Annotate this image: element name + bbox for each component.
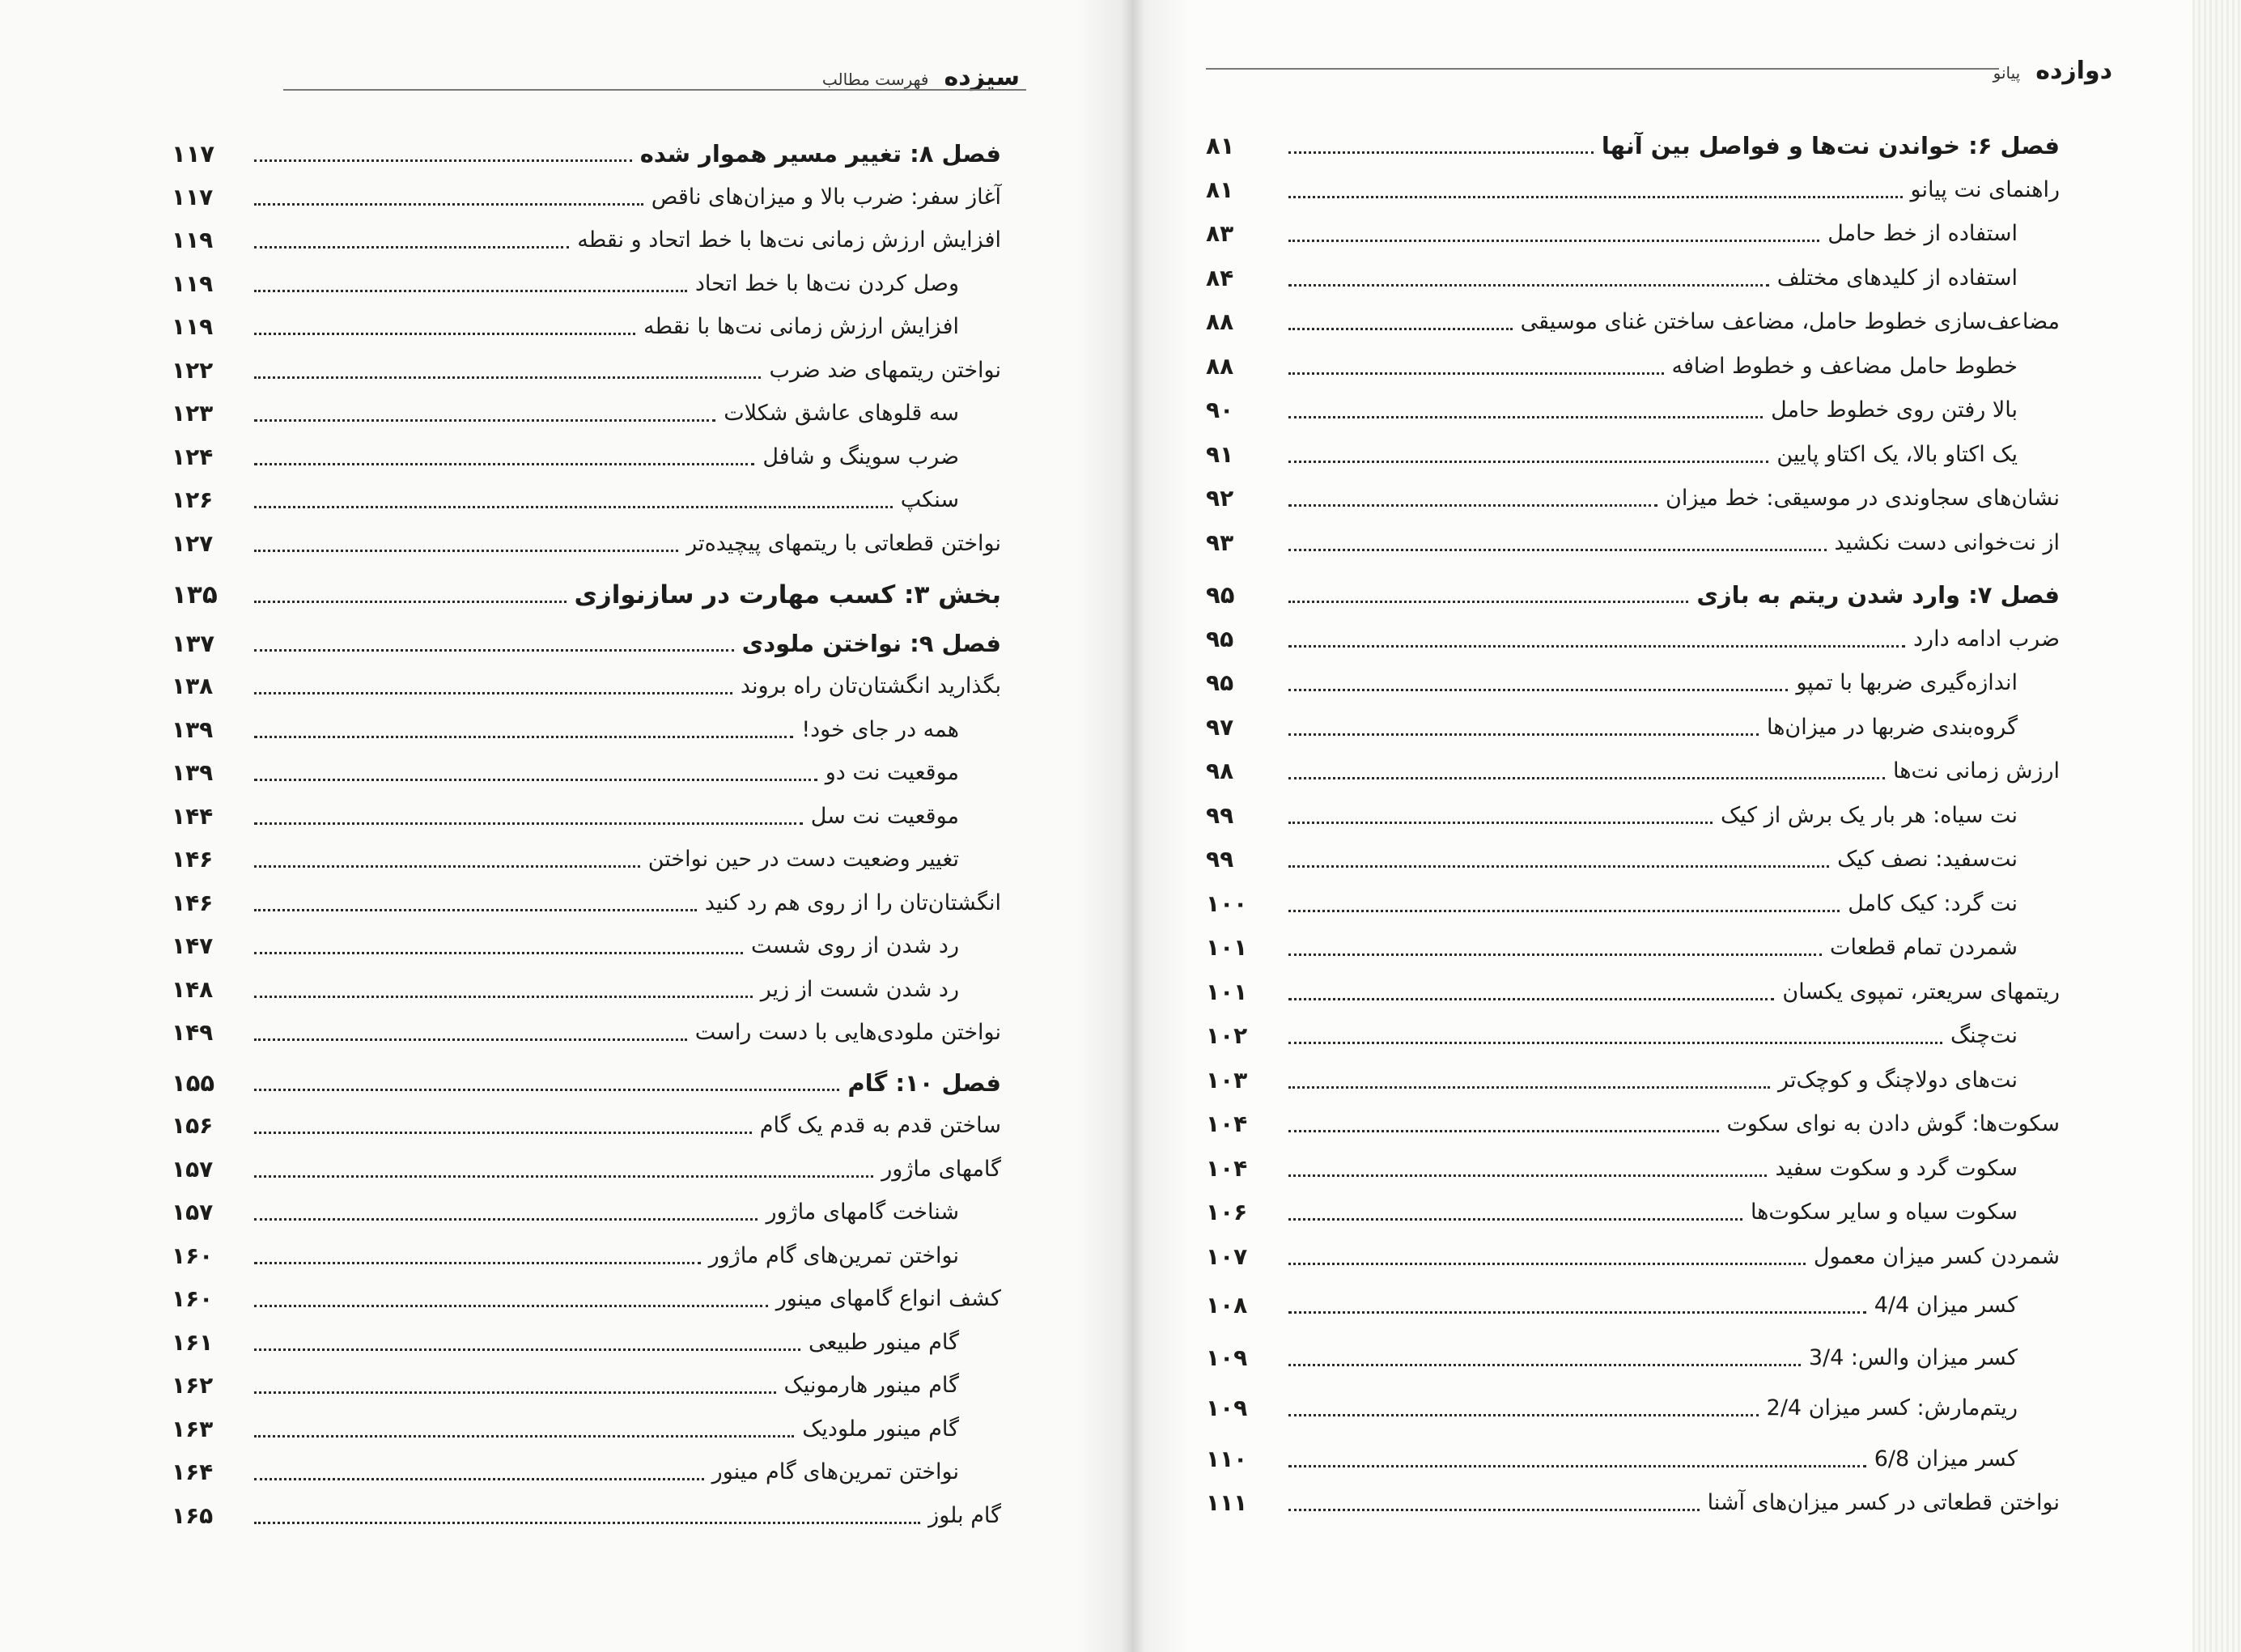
page-number: ۱۶۲: [172, 1372, 214, 1399]
page-number: ۱۱۷: [172, 140, 215, 168]
dot-leader: [1288, 196, 1903, 198]
left-page-header: [73, 63, 1020, 104]
page-number: ۱۵۵: [172, 1068, 215, 1097]
dot-leader: [254, 376, 761, 379]
right-page-header: [1169, 57, 2112, 97]
entry-title: استفاده از خط حامل: [1827, 221, 2018, 246]
entry-title: نت‌چنگ: [1950, 1023, 2018, 1048]
page-number: ۱۲۳: [172, 400, 214, 427]
entry-title: سنکپ: [900, 487, 959, 512]
dot-leader: [1288, 284, 1769, 287]
page-number: ۹۲: [1206, 485, 1234, 512]
dot-leader: [254, 1391, 776, 1394]
dot-leader: [254, 952, 743, 954]
toc-entry: [172, 1275, 1001, 1317]
toc-entry: [172, 706, 1001, 748]
entry-title: بخش ۳: کسب مهارت در سازنوازی: [574, 580, 1001, 609]
page-number: ۱۰۰: [1206, 890, 1248, 917]
toc-entry: [172, 749, 1001, 791]
page-number: ۱۶۰: [172, 1285, 214, 1312]
dot-leader: [254, 909, 697, 911]
page-number: ۱۰۱: [1206, 934, 1248, 961]
dot-leader: [1288, 1414, 1759, 1416]
page-number: ۱۳۵: [172, 580, 218, 609]
right-page: [1129, 0, 2241, 1652]
page-number: ۱۲۴: [172, 443, 214, 470]
entry-title: یک اکتاو بالا، یک اکتاو پایین: [1776, 441, 2018, 467]
toc-entry: [1206, 1056, 2060, 1098]
page-number: ۱۵۷: [172, 1155, 214, 1183]
toc-entry: [172, 346, 1001, 389]
dot-leader: [254, 506, 893, 508]
entry-title: نت گرد: کیک کامل: [1848, 890, 2018, 916]
dot-leader: [1288, 151, 1594, 154]
dot-leader: [254, 779, 817, 781]
toc-entry: [172, 1405, 1001, 1447]
dot-leader: [254, 649, 734, 652]
toc-entry: [172, 260, 1001, 302]
chapter-heading: [172, 130, 1001, 172]
toc-list-left: [172, 130, 1001, 1586]
page-number: ۹۰: [1206, 397, 1234, 423]
dot-leader: [254, 1478, 704, 1480]
page-folio: دوازده: [2035, 57, 2112, 85]
toc-entry: [1206, 210, 2060, 252]
entry-title: خطوط حامل مضاعف و خطوط اضافه: [1671, 353, 2018, 379]
toc-entry: [172, 1492, 1001, 1534]
entry-title: گامهای ماژور: [881, 1156, 1001, 1182]
toc-entry: [172, 1448, 1001, 1490]
dot-leader: [254, 736, 793, 738]
page-number: ۱۰۸: [1206, 1292, 1248, 1319]
toc-entry: [172, 835, 1001, 877]
page-number: ۱۰۴: [1206, 1111, 1248, 1137]
page-number: ۱۴۸: [172, 975, 214, 1003]
dot-leader: [1288, 1465, 1866, 1467]
page-number: ۱۰۱: [1206, 978, 1248, 1005]
chapter-heading: [1206, 121, 2060, 164]
dot-leader: [254, 290, 687, 292]
page-number: ۱۴۶: [172, 889, 214, 916]
toc-entry: [1206, 298, 2060, 340]
running-head: فهرست مطالب: [821, 70, 929, 89]
toc-entry: [1206, 792, 2060, 834]
page-number: ۱۳۹: [172, 716, 214, 743]
toc-entry: [172, 922, 1001, 964]
toc-entry: [1206, 474, 2060, 516]
toc-entry: [172, 1232, 1001, 1274]
entry-title: نواختن تمرین‌های گام مینور: [711, 1459, 959, 1484]
toc-entry: [172, 1009, 1001, 1051]
page-number: ۱۶۰: [172, 1242, 214, 1269]
entry-title: کشف انواع گامهای مینور: [775, 1286, 1001, 1311]
toc-entry: [172, 1102, 1001, 1144]
page-number: ۱۴۴: [172, 802, 214, 830]
entry-title: افزایش ارزش زمانی نت‌ها با نقطه: [643, 314, 959, 339]
entry-title: فصل ۱۰: گام: [847, 1068, 1001, 1097]
toc-entry: [172, 879, 1001, 921]
toc-entry: [1206, 880, 2060, 922]
entry-title: ریتمهای سریعتر، تمپوی یکسان: [1782, 979, 2060, 1004]
page-number: ۱۱۹: [172, 313, 214, 340]
dot-leader: [1288, 461, 1768, 463]
entry-title: ارزش زمانی نت‌ها: [1893, 758, 2060, 784]
toc-entry: [172, 966, 1001, 1008]
page-number: ۱۰۶: [1206, 1199, 1248, 1225]
dot-leader: [254, 550, 678, 552]
running-head: پیانو: [1993, 63, 2021, 83]
dot-leader: [1288, 372, 1664, 375]
entry-title: سه قلوهای عاشق شکلات: [724, 401, 959, 426]
page-number: ۸۳: [1206, 220, 1234, 247]
entry-title: وصل کردن نت‌ها با خط اتحاد: [694, 270, 959, 296]
dot-leader: [254, 1038, 687, 1041]
dot-leader: [1288, 1311, 1866, 1314]
toc-entry: [1206, 835, 2060, 877]
toc-entry: [172, 1319, 1001, 1361]
dot-leader: [1288, 865, 1829, 868]
part-heading: [172, 571, 1001, 613]
toc-entry: [172, 1361, 1001, 1404]
dot-leader: [254, 1522, 920, 1524]
dot-leader: [254, 463, 754, 465]
toc-entry: [1206, 1188, 2060, 1230]
dot-leader: [1288, 1174, 1767, 1177]
entry-title: از نت‌خوانی دست نکشید: [1834, 529, 2060, 555]
entry-title: فصل ۹: نواختن ملودی: [741, 629, 1001, 657]
dot-leader: [1288, 328, 1513, 330]
dot-leader: [1288, 689, 1788, 691]
toc-entry: [172, 433, 1001, 475]
entry-title: ضرب سوینگ و شافل: [762, 444, 959, 469]
toc-entry: [1206, 1233, 2060, 1275]
toc-entry: [1206, 342, 2060, 384]
toc-entry: [172, 662, 1001, 704]
dot-leader: [254, 203, 643, 206]
dot-leader: [1288, 504, 1657, 507]
page-number: ۱۶۳: [172, 1415, 214, 1442]
entry-title: نواختن تمرین‌های گام ماژور: [708, 1242, 959, 1268]
toc-entry: [1206, 968, 2060, 1010]
entry-title: کسر میزان والس: 3/4: [1808, 1344, 2018, 1370]
chapter-heading: [1206, 571, 2060, 613]
page-number: ۹۸: [1206, 758, 1234, 784]
page-number: ۸۱: [1206, 176, 1234, 203]
page-number: ۱۶۱: [172, 1328, 214, 1356]
dot-leader: [1288, 733, 1759, 736]
page-number: ۹۵: [1206, 581, 1235, 609]
toc-entry: [172, 216, 1001, 258]
entry-title: ضرب ادامه دارد: [1913, 626, 2060, 652]
page-number: ۱۱۰: [1206, 1445, 1248, 1472]
toc-entry: [1206, 519, 2060, 561]
page-number: ۱۱۷: [172, 183, 214, 210]
page-number: ۹۵: [1206, 625, 1234, 652]
dot-leader: [1288, 998, 1774, 1000]
dot-leader: [254, 159, 632, 162]
entry-title: نشان‌های سجاوندی در موسیقی: خط میزان: [1666, 486, 2060, 511]
page-number: ۸۱: [1206, 132, 1235, 159]
page-number: ۸۸: [1206, 352, 1234, 380]
page-number: ۱۴۷: [172, 932, 214, 959]
toc-entry: [1206, 1479, 2060, 1521]
page-number: ۸۸: [1206, 308, 1234, 335]
entry-title: بگذارید انگشتان‌تان راه بروند: [740, 673, 1001, 699]
page-number: ۱۴۶: [172, 846, 214, 873]
dot-leader: [1288, 1263, 1806, 1265]
entry-title: نواختن قطعاتی با ریتمهای پیچیده‌تر: [686, 530, 1001, 556]
entry-title: فصل ۶: خواندن نت‌ها و فواصل بین آنها: [1601, 132, 2060, 159]
entry-title: گام مینور طبیعی: [808, 1329, 959, 1355]
toc-entry: [172, 792, 1001, 834]
entry-title: بالا رفتن روی خطوط حامل: [1771, 397, 2018, 423]
header-rule: [1206, 68, 1999, 70]
toc-entry: [1206, 1145, 2060, 1187]
entry-title: ساختن قدم به قدم یک گام: [759, 1113, 1001, 1138]
page-number: ۹۷: [1206, 713, 1234, 741]
page-number: ۱۰۳: [1206, 1066, 1248, 1094]
dot-leader: [254, 246, 569, 248]
page-number: ۱۶۵: [172, 1501, 214, 1529]
entry-title: راهنمای نت پیانو: [1910, 176, 2060, 202]
page-number: ۱۱۹: [172, 270, 214, 297]
entry-title: شمردن کسر میزان معمول: [1813, 1243, 2060, 1269]
dot-leader: [1288, 601, 1688, 603]
dot-leader: [254, 692, 732, 694]
page-number: ۱۵۶: [172, 1112, 214, 1139]
toc-entry: [1206, 1334, 2060, 1376]
chapter-heading: [172, 619, 1001, 661]
toc-entry: [172, 520, 1001, 562]
entry-title: کسر میزان 4/4: [1874, 1293, 2018, 1318]
page-number: ۱۰۷: [1206, 1242, 1248, 1270]
entry-title: نت سیاه: هر بار یک برش از کیک: [1720, 802, 2018, 828]
dot-leader: [254, 1175, 873, 1178]
toc-entry: [1206, 747, 2060, 789]
toc-entry: [1206, 386, 2060, 428]
toc-entry: [172, 389, 1001, 431]
entry-title: رد شدن شست از زیر: [760, 976, 959, 1002]
entry-title: نواختن قطعاتی در کسر میزان‌های آشنا: [1707, 1490, 2060, 1515]
entry-title: همه در جای خود!: [801, 716, 959, 742]
page-number: ۱۰۴: [1206, 1154, 1248, 1182]
entry-title: شناخت گامهای ماژور: [766, 1200, 959, 1225]
dot-leader: [1288, 1130, 1719, 1132]
dot-leader: [254, 1132, 752, 1134]
toc-entry: [1206, 615, 2060, 657]
page-number: ۱۶۴: [172, 1459, 214, 1485]
dot-leader: [254, 419, 715, 422]
entry-title: شمردن تمام قطعات: [1830, 935, 2018, 960]
dot-leader: [1288, 240, 1819, 242]
dot-leader: [254, 333, 635, 335]
toc-entry: [1206, 659, 2060, 701]
page-number: ۹۱: [1206, 440, 1234, 468]
entry-title: آغاز سفر: ضرب بالا و میزان‌های ناقص: [651, 184, 1001, 210]
entry-title: گام بلوز: [928, 1502, 1001, 1528]
entry-title: گام مینور ملودیک: [802, 1416, 959, 1442]
entry-title: انگشتان‌تان را از روی هم رد کنید: [704, 890, 1001, 915]
entry-title: رد شدن از روی شست: [751, 933, 959, 958]
toc-entry: [1206, 1281, 2060, 1323]
dot-leader: [1288, 549, 1827, 551]
page-number: ۱۳۷: [172, 629, 215, 657]
dot-leader: [1288, 416, 1763, 418]
dot-leader: [254, 1305, 768, 1307]
toc-entry: [172, 303, 1001, 345]
toc-entry: [1206, 1100, 2060, 1142]
entry-title: سکوت‌ها: گوش دادن به نوای سکوت: [1726, 1111, 2060, 1136]
page-number: ۱۵۷: [172, 1199, 214, 1225]
entry-title: ریتم‌مارش: کسر میزان 2/4: [1766, 1395, 2018, 1421]
toc-entry: [1206, 924, 2060, 966]
page-number: ۱۰۲: [1206, 1022, 1248, 1049]
page-number: ۹۹: [1206, 801, 1234, 829]
toc-entry: [1206, 254, 2060, 296]
entry-title: فصل ۸: تغییر مسیر هموار شده: [639, 140, 1001, 168]
toc-entry: [1206, 1012, 2060, 1054]
entry-title: سکوت گرد و سکوت سفید: [1775, 1155, 2018, 1181]
entry-title: اندازه‌گیری ضربها با تمپو: [1796, 670, 2018, 695]
entry-title: سکوت سیاه و سایر سکوت‌ها: [1750, 1200, 2018, 1225]
page-number: ۱۴۹: [172, 1019, 214, 1046]
toc-entry: [1206, 1435, 2060, 1477]
entry-title: نت‌سفید: نصف کیک: [1837, 847, 2018, 872]
toc-entry: [1206, 431, 2060, 473]
entry-title: موقعیت نت سل: [810, 803, 959, 829]
dot-leader: [1288, 645, 1905, 648]
page-folio: سیزده: [944, 63, 1020, 91]
page-number: ۱۳۸: [172, 673, 214, 699]
entry-title: مضاعف‌سازی خطوط حامل، مضاعف ساختن غنای موسیقی: [1520, 309, 2060, 334]
dot-leader: [254, 1262, 701, 1264]
dot-leader: [254, 996, 753, 998]
toc-entry: [172, 173, 1001, 215]
dot-leader: [1288, 1042, 1942, 1044]
dot-leader: [254, 1348, 800, 1351]
entry-title: استفاده از کلیدهای مختلف: [1776, 265, 2018, 291]
page-number: ۱۰۹: [1206, 1344, 1248, 1371]
page-number: ۱۰۹: [1206, 1395, 1248, 1421]
entry-title: فصل ۷: وارد شدن ریتم به بازی: [1696, 581, 2060, 609]
page-number: ۱۳۹: [172, 759, 214, 786]
toc-entry: [172, 1188, 1001, 1230]
dot-leader: [1288, 910, 1840, 912]
entry-title: کسر میزان 6/8: [1874, 1446, 2018, 1472]
entry-title: نواختن ریتمهای ضد ضرب: [769, 357, 1001, 383]
entry-title: نواختن ملودی‌هایی با دست راست: [694, 1020, 1001, 1045]
toc-entry: [172, 476, 1001, 518]
dot-leader: [1288, 1509, 1700, 1511]
entry-title: نت‌های دولاچنگ و کوچک‌تر: [1778, 1067, 2018, 1093]
entry-title: تغییر وضعیت دست در حین نواختن: [647, 847, 959, 872]
page-number: ۹۳: [1206, 529, 1234, 556]
dot-leader: [1288, 1364, 1801, 1366]
dot-leader: [254, 1089, 839, 1091]
dot-leader: [1288, 1086, 1770, 1089]
page-number: ۱۲۷: [172, 529, 214, 557]
dot-leader: [254, 822, 803, 825]
page-number: ۹۹: [1206, 846, 1234, 873]
dot-leader: [1288, 777, 1885, 779]
entry-title: گروه‌بندی ضربها در میزان‌ها: [1766, 714, 2018, 740]
dot-leader: [1288, 953, 1822, 956]
dot-leader: [254, 1435, 794, 1438]
dot-leader: [254, 865, 640, 868]
entry-title: افزایش ارزش زمانی نت‌ها با خط اتحاد و نقطه: [577, 227, 1001, 253]
page-edges: [2192, 0, 2241, 1652]
dot-leader: [1288, 1218, 1742, 1221]
toc-entry: [1206, 1384, 2060, 1426]
page-number: ۱۲۶: [172, 486, 214, 513]
page-number: ۱۱۱: [1206, 1489, 1248, 1516]
page-number: ۹۵: [1206, 669, 1234, 696]
toc-entry: [1206, 703, 2060, 745]
toc-entry: [1206, 166, 2060, 208]
toc-entry: [172, 1145, 1001, 1187]
toc-list-right: [1206, 121, 2060, 1578]
page-number: ۱۲۲: [172, 356, 214, 384]
header-rule: [283, 89, 1026, 91]
chapter-heading: [172, 1059, 1001, 1101]
page-number: ۸۴: [1206, 264, 1234, 291]
entry-title: گام مینور هارمونیک: [783, 1373, 959, 1398]
dot-leader: [254, 601, 567, 603]
page-number: ۱۱۹: [172, 227, 214, 253]
entry-title: موقعیت نت دو: [825, 760, 959, 785]
dot-leader: [1288, 822, 1713, 824]
dot-leader: [254, 1218, 758, 1221]
